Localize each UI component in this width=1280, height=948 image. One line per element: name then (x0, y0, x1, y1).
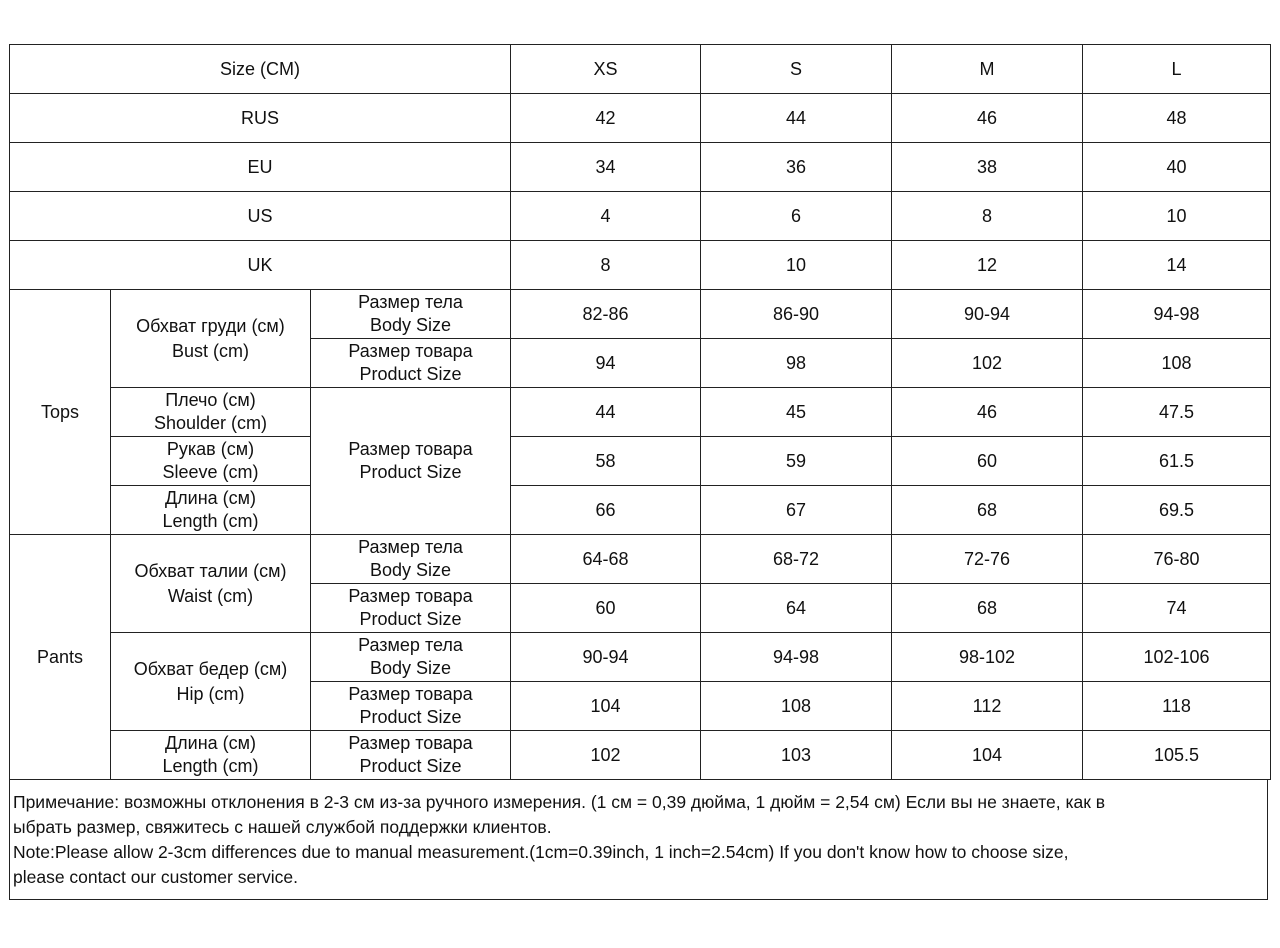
value-cell: 60 (892, 437, 1083, 486)
length-label-ru: Длина (см) (164, 488, 257, 508)
size-type-ru: Размер тела (358, 635, 463, 655)
value-cell: 90-94 (892, 290, 1083, 339)
size-type-cell (311, 682, 511, 731)
value-cell: 72-76 (892, 535, 1083, 584)
size-type-cell (311, 731, 511, 780)
value-cell: 102 (892, 339, 1083, 388)
waist-label-en: Waist (cm) (167, 585, 254, 606)
value-cell: 103 (701, 731, 892, 780)
waist-label-ru: Обхват талии (см) (134, 560, 287, 581)
value-cell: 42 (511, 94, 701, 143)
size-type-en: Product Size (359, 609, 462, 629)
size-type-cell (311, 339, 511, 388)
system-label: EU (10, 143, 511, 192)
size-chart (9, 44, 1270, 900)
size-type-cell (311, 290, 511, 339)
value-cell: 61.5 (1083, 437, 1271, 486)
size-type-ru: Размер товара (348, 733, 473, 753)
sleeve-label (111, 437, 311, 486)
size-type-cell (311, 584, 511, 633)
value-cell: 68 (892, 584, 1083, 633)
size-type-cell (311, 388, 511, 535)
table-row (10, 94, 1271, 143)
hip-label-en: Hip (cm) (176, 683, 245, 704)
size-type-ru: Размер товара (348, 341, 473, 361)
value-cell: 44 (511, 388, 701, 437)
system-label: UK (10, 241, 511, 290)
hip-label-ru: Обхват бедер (см) (133, 658, 288, 679)
header-label: Size (CM) (10, 45, 511, 94)
value-cell: 8 (892, 192, 1083, 241)
size-type-ru: Размер тела (358, 292, 463, 312)
note-en-line2: please contact our customer service. (13, 867, 298, 887)
system-label: RUS (10, 94, 511, 143)
size-type-ru: Размер товара (348, 586, 473, 606)
value-cell: 44 (701, 94, 892, 143)
note-ru-line2: ыбрать размер, свяжитесь с нашей службой поддержки клиентов. (13, 817, 552, 837)
size-type-en: Product Size (359, 707, 462, 727)
value-cell: 104 (892, 731, 1083, 780)
value-cell: 4 (511, 192, 701, 241)
value-cell: 98-102 (892, 633, 1083, 682)
value-cell: 90-94 (511, 633, 701, 682)
table-row (10, 192, 1271, 241)
size-type-ru: Размер товара (348, 684, 473, 704)
value-cell: 76-80 (1083, 535, 1271, 584)
size-type-en: Product Size (359, 462, 462, 482)
value-cell: 108 (701, 682, 892, 731)
pants-length-label (111, 731, 311, 780)
sleeve-label-ru: Рукав (см) (166, 439, 255, 459)
value-cell: 68 (892, 486, 1083, 535)
value-cell: 112 (892, 682, 1083, 731)
value-cell: 14 (1083, 241, 1271, 290)
value-cell: 10 (1083, 192, 1271, 241)
shoulder-label (111, 388, 311, 437)
value-cell: 47.5 (1083, 388, 1271, 437)
value-cell: 94-98 (701, 633, 892, 682)
size-type-en: Product Size (359, 364, 462, 384)
length-label-en: Length (cm) (162, 511, 259, 531)
waist-label (111, 535, 311, 633)
value-cell: 108 (1083, 339, 1271, 388)
length-label (111, 486, 311, 535)
table-row (10, 388, 1271, 437)
measurement-note (9, 780, 1268, 900)
value-cell: 69.5 (1083, 486, 1271, 535)
size-type-en: Body Size (369, 658, 452, 678)
value-cell: 94 (511, 339, 701, 388)
value-cell: 104 (511, 682, 701, 731)
value-cell: 94-98 (1083, 290, 1271, 339)
table-row (10, 437, 1271, 486)
size-type-ru: Размер товара (348, 439, 473, 459)
bust-label-ru: Обхват груди (см) (136, 315, 285, 336)
table-row (10, 143, 1271, 192)
value-cell: 46 (892, 94, 1083, 143)
value-cell: 82-86 (511, 290, 701, 339)
value-cell: 68-72 (701, 535, 892, 584)
value-cell: 8 (511, 241, 701, 290)
size-type-cell (311, 633, 511, 682)
size-type-en: Product Size (359, 756, 462, 776)
size-m-header: M (892, 45, 1083, 94)
hip-label (111, 633, 311, 731)
table-row (10, 633, 1271, 682)
size-l-header: L (1083, 45, 1271, 94)
value-cell: 74 (1083, 584, 1271, 633)
value-cell: 67 (701, 486, 892, 535)
pants-length-label-ru: Длина (см) (164, 733, 257, 753)
note-en-line1: Note:Please allow 2-3cm differences due to manual measurement.(1cm=0.39inch, 1 inch=2.54cm) If you don't know how to choose size, (13, 842, 1069, 862)
value-cell: 6 (701, 192, 892, 241)
value-cell: 102 (511, 731, 701, 780)
table-row (10, 486, 1271, 535)
pants-length-label-en: Length (cm) (162, 756, 259, 776)
value-cell: 45 (701, 388, 892, 437)
sleeve-label-en: Sleeve (cm) (162, 462, 259, 482)
value-cell: 64 (701, 584, 892, 633)
size-type-ru: Размер тела (358, 537, 463, 557)
size-type-cell (311, 535, 511, 584)
value-cell: 58 (511, 437, 701, 486)
bust-label-en: Bust (cm) (171, 340, 249, 361)
value-cell: 36 (701, 143, 892, 192)
table-row (10, 290, 1271, 339)
table-row (10, 731, 1271, 780)
note-ru-line1: Примечание: возможны отклонения в 2-3 см из-за ручного измерения. (1 см = 0,39 дюйма, 1 дюйм = 2,54 см) Если вы не знаете, как в (13, 792, 1106, 812)
size-type-en: Body Size (369, 560, 452, 580)
value-cell: 118 (1083, 682, 1271, 731)
size-type-en: Body Size (369, 315, 452, 335)
value-cell: 105.5 (1083, 731, 1271, 780)
value-cell: 102-106 (1083, 633, 1271, 682)
value-cell: 38 (892, 143, 1083, 192)
table-row (10, 535, 1271, 584)
shoulder-label-en: Shoulder (cm) (153, 413, 268, 433)
value-cell: 64-68 (511, 535, 701, 584)
value-cell: 34 (511, 143, 701, 192)
value-cell: 86-90 (701, 290, 892, 339)
bust-label (111, 290, 311, 388)
system-label: US (10, 192, 511, 241)
value-cell: 60 (511, 584, 701, 633)
value-cell: 98 (701, 339, 892, 388)
value-cell: 46 (892, 388, 1083, 437)
value-cell: 66 (511, 486, 701, 535)
table-row (10, 241, 1271, 290)
shoulder-label-ru: Плечо (см) (165, 390, 256, 410)
size-table (9, 44, 1271, 780)
value-cell: 59 (701, 437, 892, 486)
header-row (10, 45, 1271, 94)
value-cell: 40 (1083, 143, 1271, 192)
tops-category: Tops (10, 290, 111, 535)
value-cell: 48 (1083, 94, 1271, 143)
value-cell: 12 (892, 241, 1083, 290)
size-s-header: S (701, 45, 892, 94)
pants-category: Pants (10, 535, 111, 780)
value-cell: 10 (701, 241, 892, 290)
size-xs-header: XS (511, 45, 701, 94)
